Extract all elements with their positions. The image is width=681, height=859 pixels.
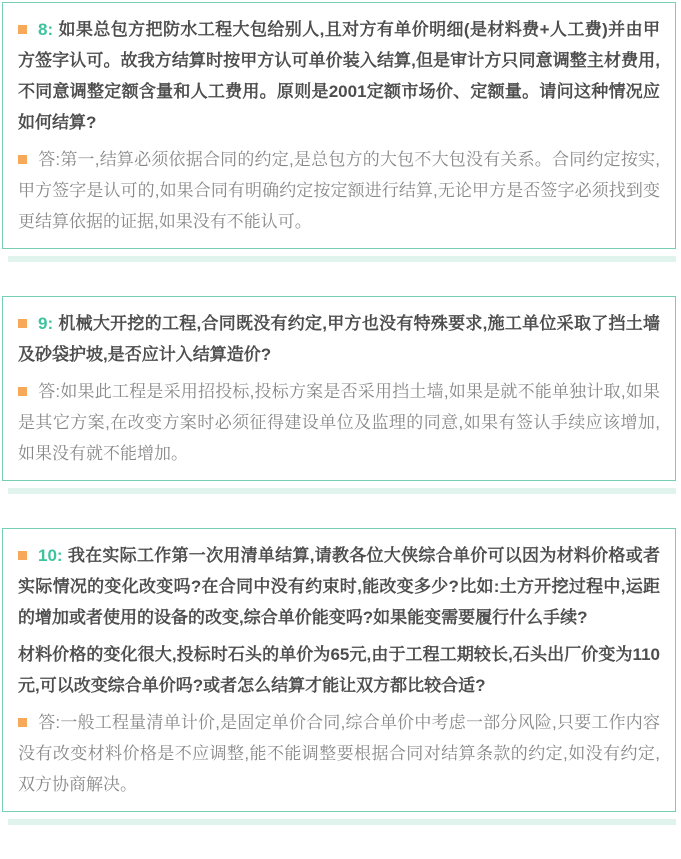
card-shadow-bar (8, 256, 676, 262)
answer-paragraph (18, 376, 660, 469)
qa-card-10 (2, 528, 676, 812)
qa-card-8 (2, 2, 676, 249)
answer-paragraph (18, 144, 660, 237)
card-shadow-bar (8, 819, 676, 825)
qa-section-10 (2, 528, 676, 825)
square-bullet-icon (18, 551, 27, 560)
square-bullet-icon (18, 25, 27, 34)
answer-prefix: 答: (38, 713, 61, 732)
answer-text: 如果此工程是采用招投标,投标方案是否采用挡土墙,如果是就不能单独计取,如果是其它方案,在改变方案时必须征得建设单位及监理的同意,如果有签认手续应该增加,如果没有就不能增加。 (18, 382, 660, 463)
question-number: 10: (38, 546, 63, 565)
answer-text: 第一,结算必须依据合同的约定,是总包方的大包不大包没有关系。合同约定按实,甲方签字是认可的,如果合同有明确约定按定额进行结算,无论甲方是否签字必须找到变更结算依据的证据,如果没有不能认可。 (18, 150, 660, 231)
answer-paragraph (18, 707, 660, 800)
square-bullet-icon (18, 155, 27, 164)
question-paragraph (18, 14, 660, 138)
question-text: 机械大开挖的工程,合同既没有约定,甲方也没有特殊要求,施工单位采取了挡土墙及砂袋护坡,是否应计入结算造价? (18, 314, 660, 364)
qa-card-9 (2, 296, 676, 481)
answer-prefix: 答: (38, 150, 61, 169)
card-shadow-bar (8, 488, 676, 494)
qa-section-8 (2, 2, 676, 262)
square-bullet-icon (18, 718, 27, 727)
qa-section-9 (2, 296, 676, 494)
square-bullet-icon (18, 387, 27, 396)
square-bullet-icon (18, 319, 27, 328)
question-number: 8: (38, 20, 54, 39)
question-number: 9: (38, 314, 54, 333)
answer-prefix: 答: (38, 382, 61, 401)
question-text: 如果总包方把防水工程大包给别人,且对方有单价明细(是材料费+人工费)并由甲方签字认可。故我方结算时按甲方认可单价装入结算,但是审计方只同意调整主材费用,不同意调整定额含量和人工费用。原则是2001定额市场价、定额量。请问这种情况应如何结算? (18, 20, 660, 132)
question-paragraph (18, 540, 660, 633)
answer-text: 一般工程量清单计价,是固定单价合同,综合单价中考虑一部分风险,只要工作内容没有改变材料价格是不应调整,能不能调整要根据合同对结算条款的约定,如没有约定,双方协商解决。 (18, 713, 660, 794)
question-paragraph (18, 308, 660, 370)
question-followup-paragraph: 材料价格的变化很大,投标时石头的单价为65元,由于工程工期较长,石头出厂价变为110元,可以改变综合单价吗?或者怎么结算才能让双方都比较合适? (18, 645, 660, 695)
question-text: 我在实际工作第一次用清单结算,请教各位大侠综合单价可以因为材料价格或者实际情况的变化改变吗?在合同中没有约束时,能改变多少?比如:土方开挖过程中,运距的增加或者使用的设备的改变,综合单价能变吗?如果能变需要履行什么手续? (18, 546, 660, 627)
